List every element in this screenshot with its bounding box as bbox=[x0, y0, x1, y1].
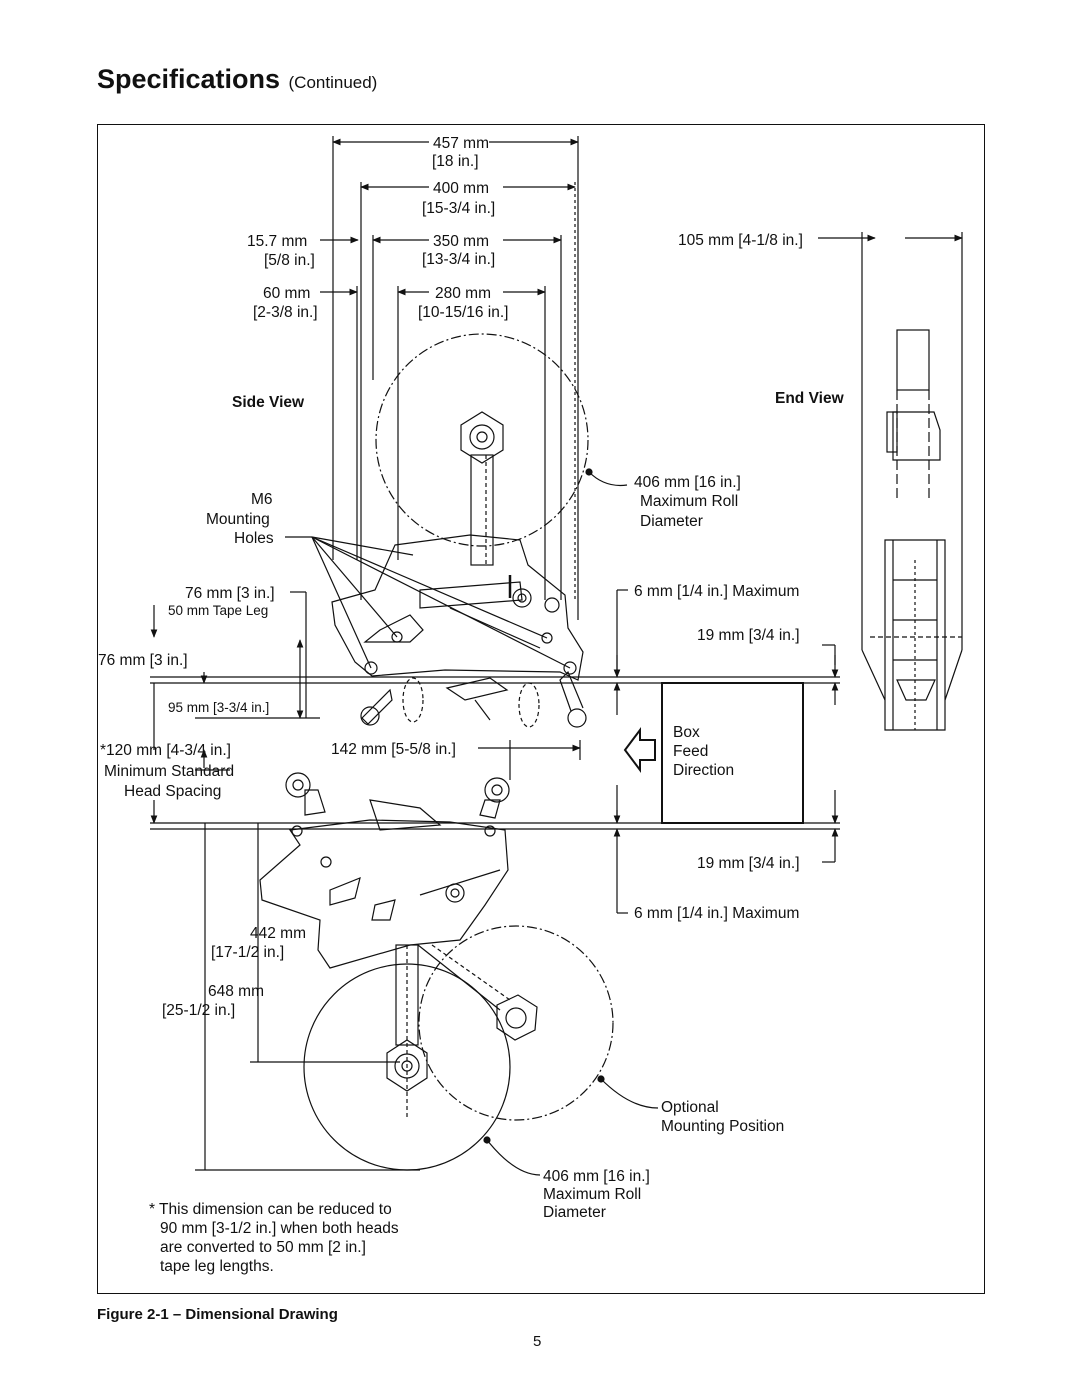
figure-caption: Figure 2-1 – Dimensional Drawing bbox=[97, 1306, 338, 1323]
footnote-line3: are converted to 50 mm [2 in.] bbox=[160, 1239, 366, 1256]
footnote-line2: 90 mm [3-1/2 in.] when both heads bbox=[160, 1220, 399, 1237]
page-title: Specifications bbox=[97, 64, 281, 94]
mounting-holes-line3: Holes bbox=[234, 530, 274, 547]
footnote-line4: tape leg lengths. bbox=[160, 1258, 274, 1275]
head-spacing-line2: Minimum Standard bbox=[104, 763, 235, 780]
dim-19-top: 19 mm [3/4 in.] bbox=[697, 627, 800, 644]
page-title-continued: (Continued) bbox=[288, 73, 378, 92]
dim-400-in: [15-3/4 in.] bbox=[422, 200, 496, 217]
dim-350-in: [13-3/4 in.] bbox=[422, 251, 496, 268]
box-feed-line2: Feed bbox=[673, 743, 709, 760]
dim-442-in: [17-1/2 in.] bbox=[211, 944, 285, 961]
tape-leg-50: 50 mm Tape Leg bbox=[168, 603, 269, 618]
roll-bottom-line3: Diameter bbox=[543, 1204, 606, 1221]
dim-19-bottom: 19 mm [3/4 in.] bbox=[697, 855, 800, 872]
roll-top-line1: 406 mm [16 in.] bbox=[634, 474, 741, 491]
dim-350-mm: 350 mm bbox=[433, 233, 489, 250]
end-view-title: End View bbox=[775, 390, 844, 407]
head-spacing-line3: Head Spacing bbox=[124, 783, 222, 800]
dim-95: 95 mm [3-3/4 in.] bbox=[168, 700, 270, 715]
dim-457-mm: 457 mm bbox=[433, 135, 489, 152]
mounting-holes-line1: M6 bbox=[251, 491, 273, 508]
dim-280-mm: 280 mm bbox=[435, 285, 491, 302]
dim-15-7-in: [5/8 in.] bbox=[264, 252, 315, 269]
footnote-line1: * This dimension can be reduced to bbox=[149, 1201, 392, 1218]
dim-105: 105 mm [4-1/8 in.] bbox=[678, 232, 803, 249]
dim-15-7-mm: 15.7 mm bbox=[247, 233, 308, 250]
mounting-holes-line2: Mounting bbox=[206, 511, 270, 528]
optional-mounting-line2: Mounting Position bbox=[661, 1118, 785, 1135]
dim-648-in: [25-1/2 in.] bbox=[162, 1002, 236, 1019]
tape-leg-76: 76 mm [3 in.] bbox=[185, 585, 275, 602]
side-view-title: Side View bbox=[232, 394, 305, 411]
dim-457-in: [18 in.] bbox=[432, 153, 479, 170]
roll-bottom-line2: Maximum Roll bbox=[543, 1186, 642, 1203]
dim-648-mm: 648 mm bbox=[208, 983, 264, 1000]
box-feed-line1: Box bbox=[673, 724, 700, 741]
page-number: 5 bbox=[533, 1333, 542, 1350]
gap-top: 6 mm [1/4 in.] Maximum bbox=[634, 583, 800, 600]
dim-76: 76 mm [3 in.] bbox=[98, 652, 188, 669]
roll-top-line3: Diameter bbox=[640, 513, 703, 530]
optional-mounting-line1: Optional bbox=[661, 1099, 719, 1116]
dim-142: 142 mm [5-5/8 in.] bbox=[331, 741, 456, 758]
gap-bottom: 6 mm [1/4 in.] Maximum bbox=[634, 905, 800, 922]
dim-442-mm: 442 mm bbox=[250, 925, 306, 942]
dim-60-in: [2-3/8 in.] bbox=[253, 304, 318, 321]
dim-60-mm: 60 mm bbox=[263, 285, 311, 302]
head-spacing-line1: *120 mm [4-3/4 in.] bbox=[100, 742, 231, 759]
roll-bottom-line1: 406 mm [16 in.] bbox=[543, 1168, 650, 1185]
dim-400-mm: 400 mm bbox=[433, 180, 489, 197]
dim-280-in: [10-15/16 in.] bbox=[418, 304, 509, 321]
box-feed-line3: Direction bbox=[673, 762, 735, 779]
roll-top-line2: Maximum Roll bbox=[640, 493, 739, 510]
